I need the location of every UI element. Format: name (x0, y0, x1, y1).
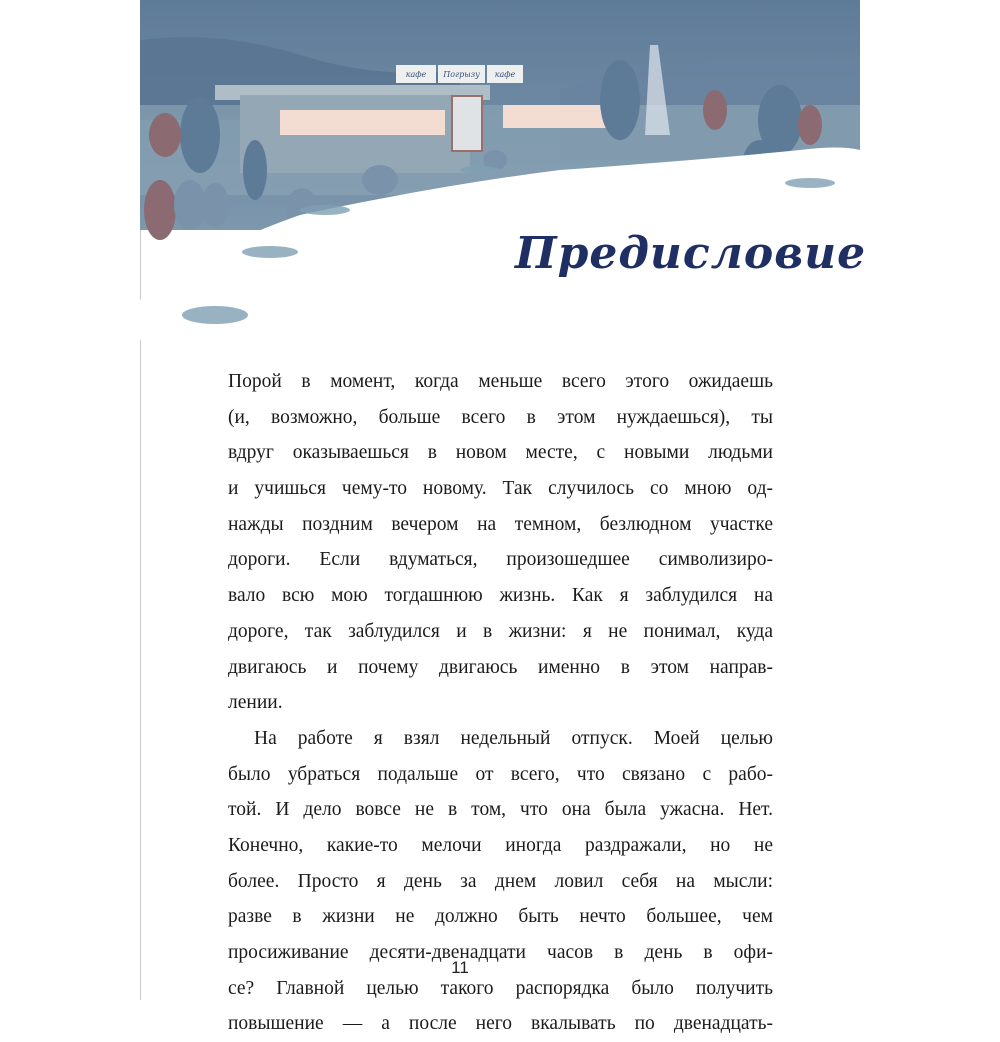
text-line: Порой в момент, когда меньше всего этого ожидаешь (228, 371, 773, 392)
text-line: более. Просто я день за днем ловил себя на мысли: (228, 870, 773, 892)
text-line: повышение — а после него вкалывать по двенадцать- (228, 1013, 773, 1035)
text-line: двигаюсь и почему двигаюсь именно в этом направ- (228, 656, 773, 678)
text-line: (и, возможно, больше всего в этом нуждаешься), ты (228, 406, 773, 428)
text-line: лении. (228, 692, 283, 714)
chapter-title: Предисловие (515, 228, 867, 279)
text-line: той. И дело вовсе не в том, что она была ужасна. Нет. (228, 799, 773, 821)
text-line: На работе я взял недельный отпуск. Моей целью (254, 727, 773, 749)
page-number: 11 (451, 958, 469, 977)
text-line: дороге, так заблудился и в жизни: я не понимал, куда (228, 620, 773, 642)
text-line: се? Главной целью такого распорядка было получить (228, 977, 773, 999)
text-line: было убраться подальше от всего, что связано с рабо- (228, 763, 773, 785)
text-line: просиживание десяти-двенадцати часов в день в офи- (228, 942, 773, 963)
text-line: и учишься чему-то новому. Так случилось со мною од- (228, 478, 773, 500)
body-text (228, 364, 773, 1042)
sign-label: кафе (405, 70, 427, 79)
text-line: вало всю мою тогдашнюю жизнь. Как я заблудился на (228, 585, 773, 607)
text-line: дороги. Если вдуматься, произошедшее символизиро- (228, 549, 773, 571)
text-line: нажды поздним вечером на темном, безлюдном участке (228, 513, 773, 535)
text-line: вдруг оказываешься в новом месте, с новыми людьми (228, 442, 773, 464)
cafe-night-illustration (140, 0, 860, 340)
text-line: разве в жизни не должно быть нечто большее, чем (228, 906, 773, 928)
sign-label: кафе (494, 70, 516, 79)
text-line: Конечно, какие-то мелочи иногда раздражали, но не (228, 834, 773, 856)
sign-label: Погрызу (443, 70, 480, 79)
